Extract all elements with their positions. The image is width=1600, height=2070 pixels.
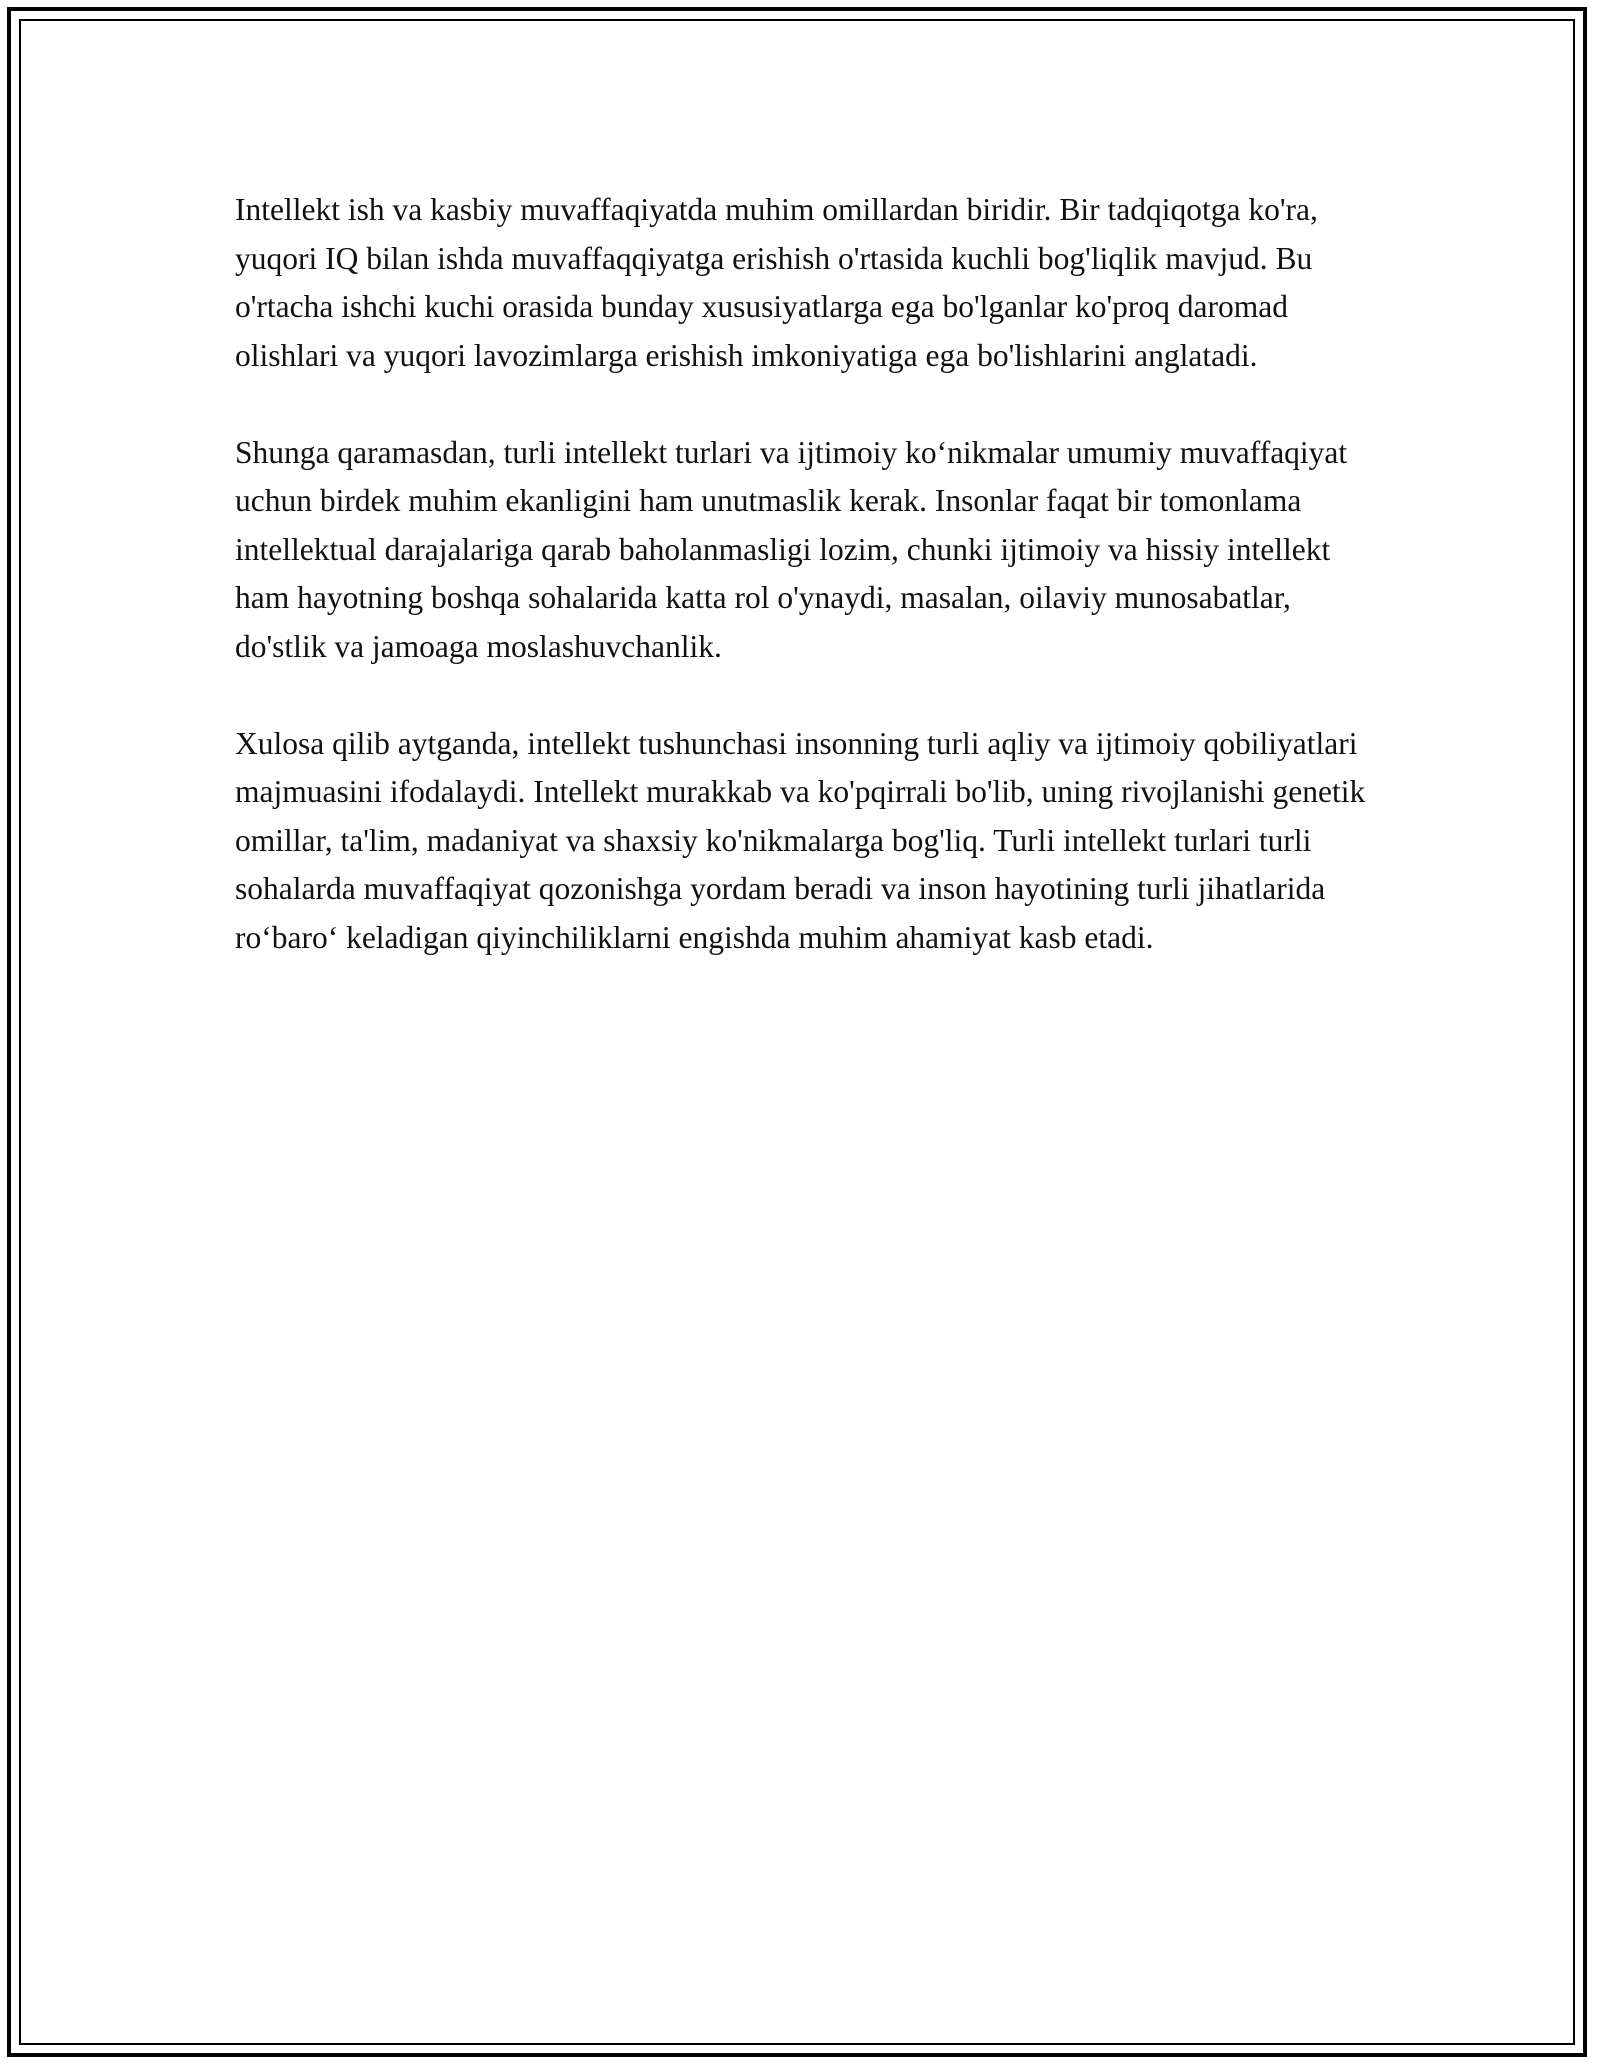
document-body (235, 186, 1385, 962)
paragraph-1: Intellekt ish va kasbiy muvaffaqiyatda muhim omillardan biridir. Bir tadqiqotga ko'ra, yuqori IQ bilan ishda muvaffaqqiyatga erishish o'rtasida kuchli bog'liqlik mavjud. Bu o'rtacha ishchi kuchi orasida bunday xususiyatlarga ega bo'lganlar ko'proq daromad olishlari va yuqori lavozimlarga erishish imkoniyatiga ega bo'lishlarini anglatadi. (235, 192, 1318, 373)
paragraph-3: Xulosa qilib aytganda, intellekt tushunchasi insonning turli aqliy va ijtimoiy qobiliyatlari majmuasini ifodalaydi. Intellekt murakkab va ko'pqirrali bo'lib, uning rivojlanishi genetik omillar, ta'lim, madaniyat va shaxsiy ko'nikmalarga bog'liq. Turli intellekt turlari turli sohalarda muvaffaqiyat qozonishga yordam beradi va inson hayotining turli jihatlarida ro‘baro‘ keladigan qiyinchiliklarni engishda muhim ahamiyat kasb etadi. (235, 725, 1366, 955)
paragraph-2: Shunga qaramasdan, turli intellekt turlari va ijtimoiy ko‘nikmalar umumiy muvaffaqiyat uchun birdek muhim ekanligini ham unutmaslik kerak. Insonlar faqat bir tomonlama intellektual darajalariga qarab baholanmasligi lozim, chunki ijtimoiy va hissiy intellekt ham hayotning boshqa sohalarida katta rol o'ynaydi, masalan, oilaviy munosabatlar, do'stlik va jamoaga moslashuvchanlik. (235, 434, 1348, 664)
